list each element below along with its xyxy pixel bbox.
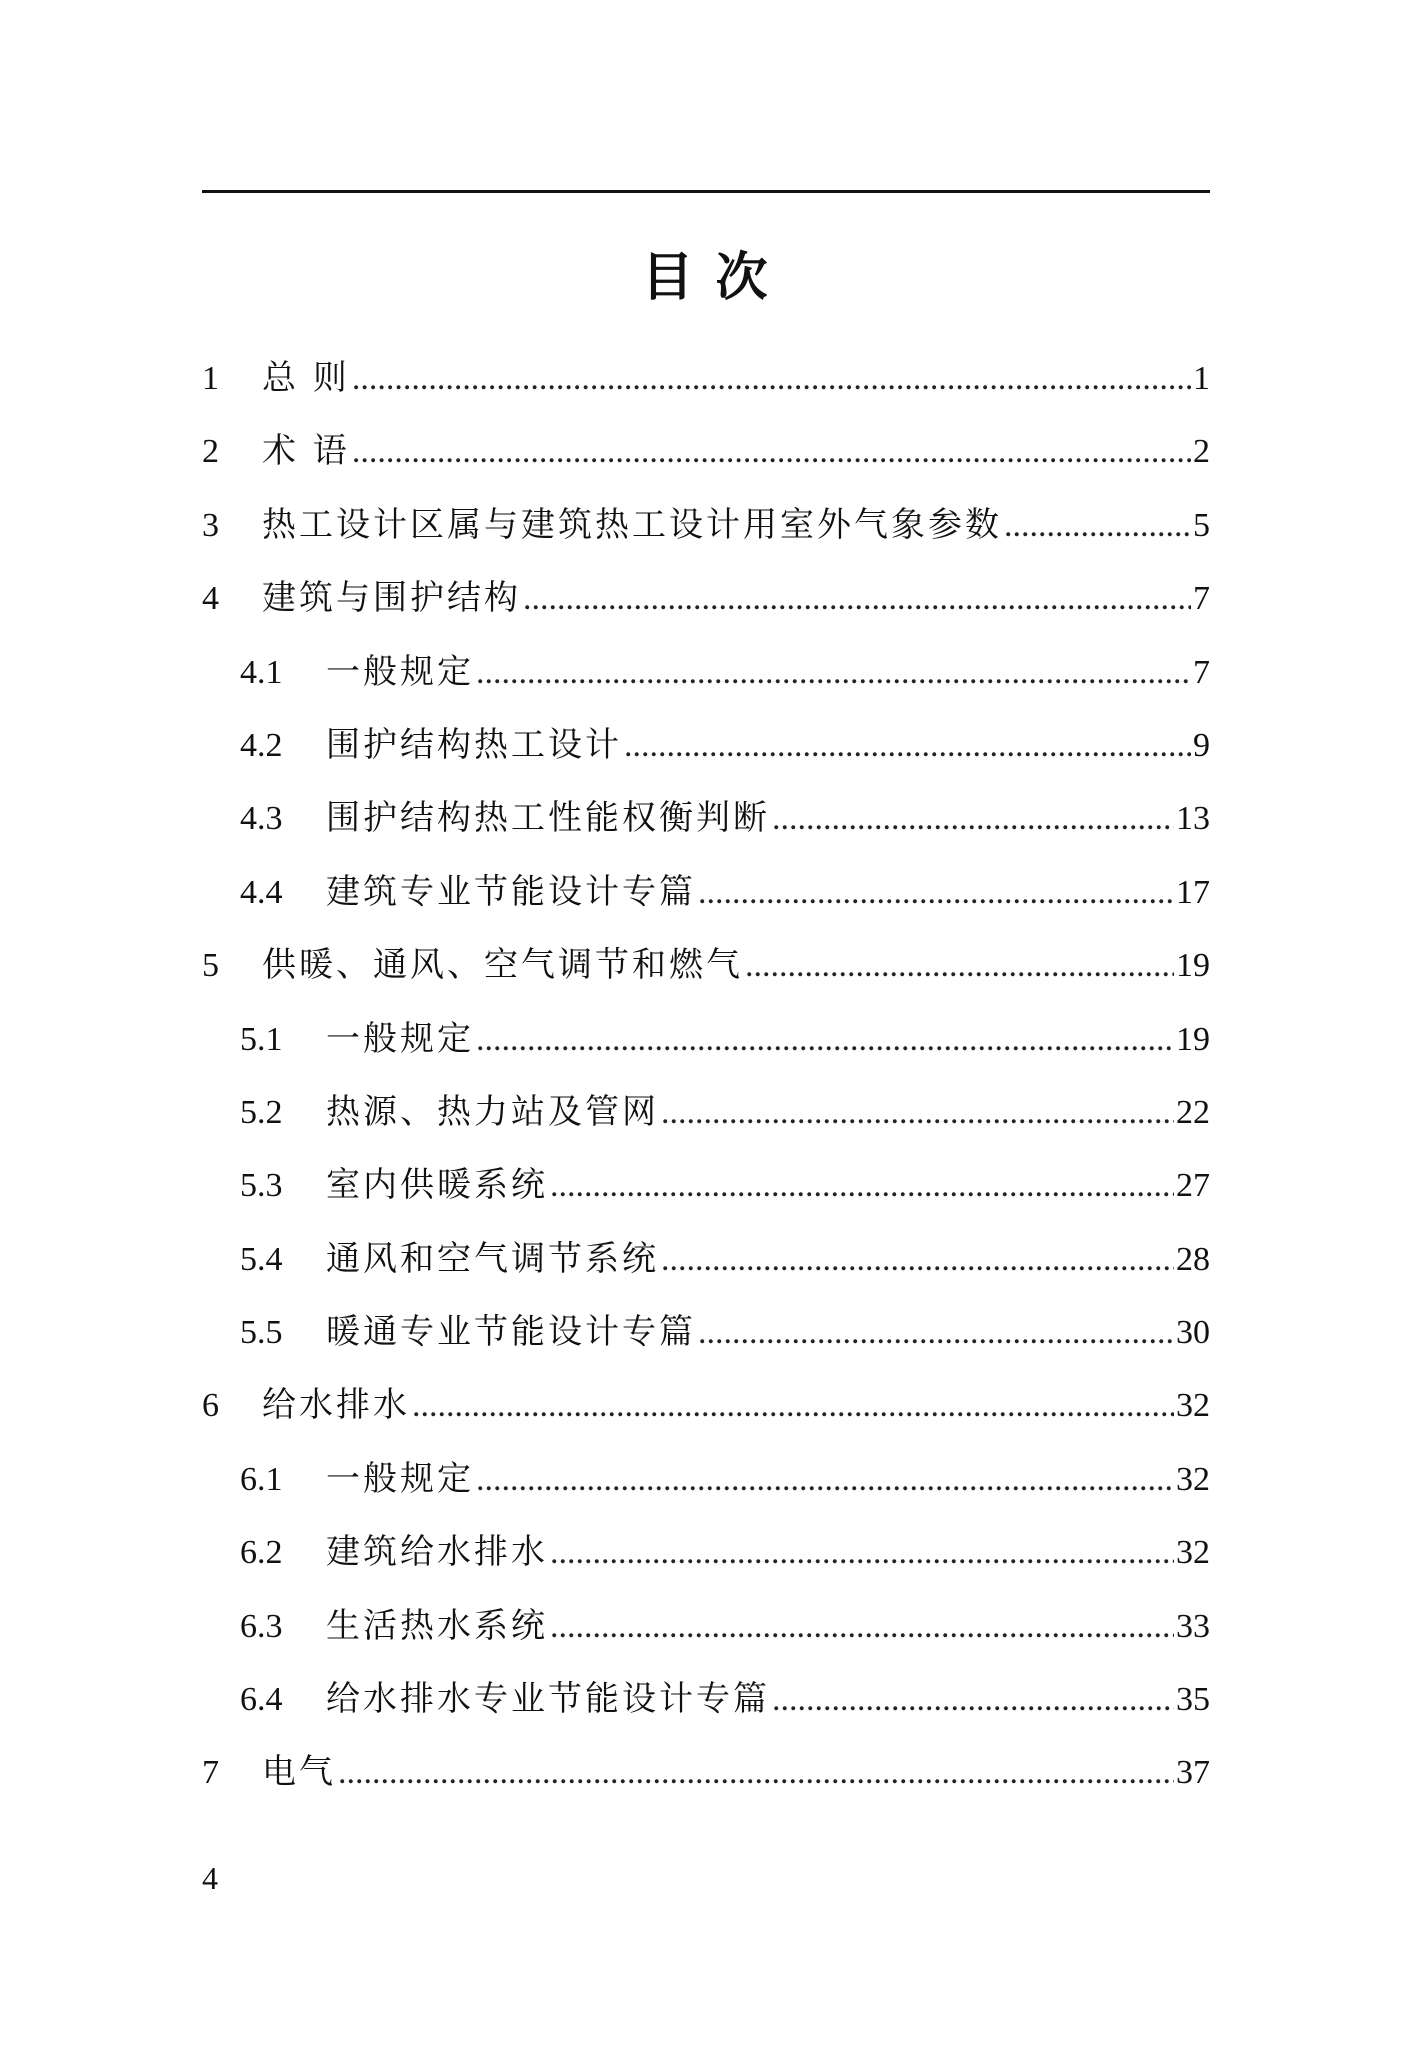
- toc-entry-number: 5.4: [240, 1240, 283, 1278]
- toc-entry-title: 总 则: [262, 358, 350, 398]
- toc-entry-page: 33: [1176, 1607, 1210, 1645]
- toc-entry-number: 6.4: [240, 1681, 283, 1719]
- toc-entry-page: 7: [1193, 580, 1210, 618]
- toc-dot-leader: [772, 782, 1174, 855]
- toc-entry-title: 给水排水: [262, 1385, 410, 1426]
- toc-entry[interactable]: [202, 1516, 1210, 1589]
- toc-dot-leader: [476, 1443, 1174, 1516]
- toc-entry-number: 4.3: [240, 800, 283, 838]
- toc-entry-number: 6.3: [240, 1607, 283, 1645]
- toc-entry[interactable]: [202, 636, 1210, 709]
- toc-dot-leader: [745, 929, 1174, 1002]
- toc-entry[interactable]: [202, 929, 1210, 1002]
- toc-entry-number: 6.1: [240, 1460, 283, 1498]
- toc-entry[interactable]: [202, 1369, 1210, 1442]
- toc-entry-page: 32: [1176, 1534, 1210, 1572]
- toc-entry-title: 供暖、通风、空气调节和燃气: [262, 945, 743, 986]
- toc-entry-title: 热源、热力站及管网: [326, 1091, 659, 1132]
- toc-entry[interactable]: [202, 415, 1210, 488]
- toc-entry[interactable]: [202, 1149, 1210, 1222]
- toc-entry-page: 9: [1193, 726, 1210, 764]
- toc-dot-leader: [338, 1736, 1174, 1809]
- toc-entry-number: 4: [202, 580, 219, 618]
- toc-entry-page: 22: [1176, 1093, 1210, 1131]
- toc-entry-page: 19: [1176, 947, 1210, 985]
- toc-entry[interactable]: [202, 1663, 1210, 1736]
- toc-entry[interactable]: [202, 1223, 1210, 1296]
- header-rule: [202, 190, 1210, 193]
- toc-dot-leader: [661, 1076, 1174, 1149]
- toc-entry[interactable]: [202, 782, 1210, 855]
- toc-entry-title: 建筑给水排水: [326, 1532, 548, 1573]
- toc-entry[interactable]: [202, 1736, 1210, 1809]
- toc-entry[interactable]: [202, 1003, 1210, 1076]
- toc-entry[interactable]: [202, 1296, 1210, 1369]
- toc-dot-leader: [1004, 489, 1191, 562]
- toc-entry-page: 19: [1176, 1020, 1210, 1058]
- toc-entry-number: 1: [202, 360, 219, 397]
- toc-entry[interactable]: [202, 709, 1210, 782]
- toc-dot-leader: [624, 709, 1191, 782]
- toc-entry-title: 生活热水系统: [326, 1605, 548, 1646]
- toc-entry-title: 暖通专业节能设计专篇: [326, 1312, 696, 1353]
- toc-entry-page: 32: [1176, 1460, 1210, 1498]
- toc-entry-number: 5.3: [240, 1167, 283, 1205]
- toc-entry-number: 4.1: [240, 653, 283, 691]
- toc-dot-leader: [550, 1590, 1174, 1663]
- toc-dot-leader: [698, 1296, 1174, 1369]
- toc-entry-title: 电气: [262, 1752, 336, 1793]
- toc-entry-number: 7: [202, 1754, 219, 1792]
- toc-entry-title: 术 语: [262, 431, 350, 472]
- toc-dot-leader: [476, 636, 1191, 709]
- toc-dot-leader: [352, 342, 1191, 415]
- toc-dot-leader: [412, 1369, 1174, 1442]
- toc-dot-leader: [661, 1223, 1174, 1296]
- toc-entry-page: 30: [1176, 1314, 1210, 1352]
- toc-entry-number: 5.1: [240, 1020, 283, 1058]
- toc-entry-page: 35: [1176, 1681, 1210, 1719]
- toc-entry-number: 2: [202, 433, 219, 471]
- toc-dot-leader: [523, 562, 1191, 635]
- toc-entry-number: 5.2: [240, 1093, 283, 1131]
- toc-entry-page: 7: [1193, 653, 1210, 691]
- toc-entry-number: 6: [202, 1387, 219, 1425]
- toc-entry-title: 给水排水专业节能设计专篇: [326, 1679, 770, 1720]
- toc-entry[interactable]: [202, 342, 1210, 415]
- toc-entry-number: 4.2: [240, 726, 283, 764]
- toc-dot-leader: [698, 856, 1174, 929]
- toc-entry-title: 一般规定: [326, 1018, 474, 1059]
- toc-entry-number: 5: [202, 947, 219, 985]
- toc-entry-page: 5: [1193, 506, 1210, 544]
- toc-entry-title: 建筑与围护结构: [262, 578, 521, 619]
- toc-entry-title: 围护结构热工设计: [326, 724, 622, 765]
- toc-entry[interactable]: [202, 1076, 1210, 1149]
- toc-entry-number: 3: [202, 506, 219, 544]
- toc-entry-number: 4.4: [240, 873, 283, 911]
- toc-entry-page: 27: [1176, 1167, 1210, 1205]
- toc-entry-page: 32: [1176, 1387, 1210, 1425]
- toc-entry-title: 热工设计区属与建筑热工设计用室外气象参数: [262, 504, 1002, 545]
- toc-entry-page: 17: [1176, 873, 1210, 911]
- toc-entry-page: 1: [1193, 360, 1210, 397]
- toc-entry-page: 37: [1176, 1754, 1210, 1792]
- toc-entry[interactable]: [202, 1590, 1210, 1663]
- toc-entry[interactable]: [202, 489, 1210, 562]
- toc-dot-leader: [772, 1663, 1174, 1736]
- toc-entry-page: 28: [1176, 1240, 1210, 1278]
- toc-dot-leader: [550, 1149, 1174, 1222]
- toc-entry-page: 2: [1193, 433, 1210, 471]
- toc-entry-title: 围护结构热工性能权衡判断: [326, 798, 770, 839]
- toc-entry-number: 6.2: [240, 1534, 283, 1572]
- toc-entry-title: 通风和空气调节系统: [326, 1238, 659, 1279]
- toc-entry-title: 室内供暖系统: [326, 1165, 548, 1206]
- toc-dot-leader: [476, 1003, 1174, 1076]
- page-title: 目 次: [641, 248, 770, 308]
- toc-entry-title: 建筑专业节能设计专篇: [326, 871, 696, 912]
- toc-dot-leader: [352, 415, 1191, 488]
- toc-entry[interactable]: [202, 1443, 1210, 1516]
- table-of-contents: [202, 342, 1210, 1810]
- toc-entry[interactable]: [202, 562, 1210, 635]
- page-number: 4: [202, 1860, 218, 1896]
- toc-entry[interactable]: [202, 856, 1210, 929]
- toc-dot-leader: [550, 1516, 1174, 1589]
- toc-entry-number: 5.5: [240, 1314, 283, 1352]
- toc-entry-page: 13: [1176, 800, 1210, 838]
- toc-entry-title: 一般规定: [326, 1458, 474, 1499]
- toc-entry-title: 一般规定: [326, 651, 474, 692]
